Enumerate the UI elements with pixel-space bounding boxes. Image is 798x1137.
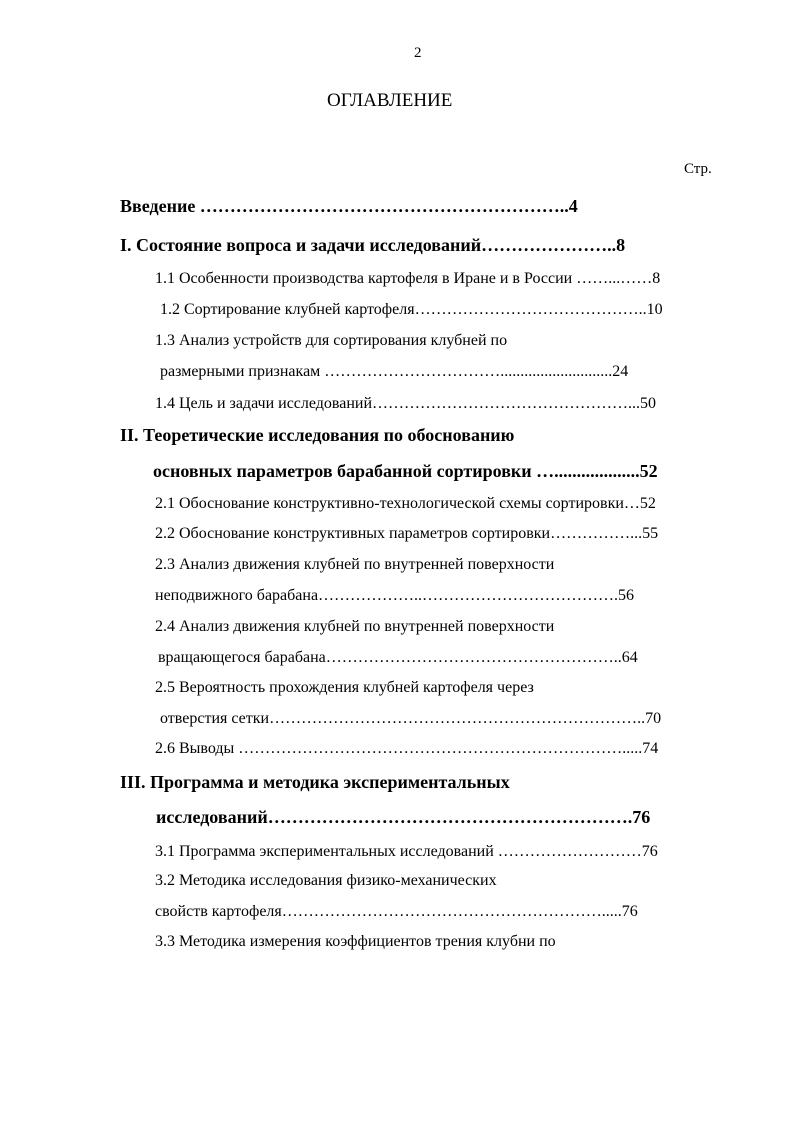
toc-entry-introduction: Введение ……………………………………………………..4	[120, 196, 578, 216]
toc-section-2-4-cont: вращающегося барабана………………………………………………..64	[158, 649, 638, 666]
toc-section-1-4: 1.4 Цель и задачи исследований…………………………………………...50	[155, 395, 657, 412]
toc-section-3-3: 3.3 Методика измерения коэффициентов трения клубни по	[155, 933, 556, 950]
toc-chapter-2-cont: основных параметров барабанной сортировки …...................52	[153, 461, 658, 481]
toc-section-2-4: 2.4 Анализ движения клубней по внутренней поверхности	[155, 618, 555, 635]
toc-section-2-3-cont: неподвижного барабана………………..……………………………….56	[155, 587, 635, 604]
page-number: 2	[414, 45, 422, 61]
toc-section-3-2: 3.2 Методика исследования физико-механических	[155, 872, 497, 889]
toc-section-1-2: 1.2 Сортирование клубней картофеля……………………………………..10	[160, 301, 663, 318]
toc-section-2-1: 2.1 Обоснование конструктивно-технологической схемы сортировки…52	[155, 495, 656, 512]
toc-section-3-1: 3.1 Программа экспериментальных исследований ………………………76	[155, 843, 658, 860]
page-column-label: Стр.	[684, 161, 712, 177]
toc-section-2-5-cont: отверстия сетки……………………………………………………………..70	[160, 710, 662, 727]
toc-chapter-3-cont: исследований…………………………………………………….76	[156, 807, 651, 827]
toc-section-1-1: 1.1 Особенности производства картофеля в Иране и в России ……...……8	[155, 270, 661, 287]
toc-section-1-3-cont: размерными признакам ……………………………............................24	[160, 363, 629, 380]
toc-section-2-5: 2.5 Вероятность прохождения клубней картофеля через	[155, 679, 534, 696]
toc-chapter-3: III. Программа и методика экспериментальных	[120, 772, 510, 792]
toc-section-2-6: 2.6 Выводы ……………………………………………………………….....74	[155, 740, 659, 757]
toc-heading: ОГЛАВЛЕНИЕ	[327, 90, 453, 111]
toc-chapter-2: II. Теоретические исследования по обоснованию	[120, 425, 515, 445]
toc-section-1-3: 1.3 Анализ устройств для сортирования клубней по	[155, 332, 508, 349]
toc-section-2-2: 2.2 Обоснование конструктивных параметров сортировки……………...55	[155, 525, 659, 542]
toc-chapter-1: I. Состояние вопроса и задачи исследований…………………..8	[120, 235, 626, 255]
toc-section-2-3: 2.3 Анализ движения клубней по внутренней поверхности	[155, 556, 555, 573]
toc-section-3-2-cont: свойств картофеля…………………………………………………….....76	[155, 903, 638, 920]
